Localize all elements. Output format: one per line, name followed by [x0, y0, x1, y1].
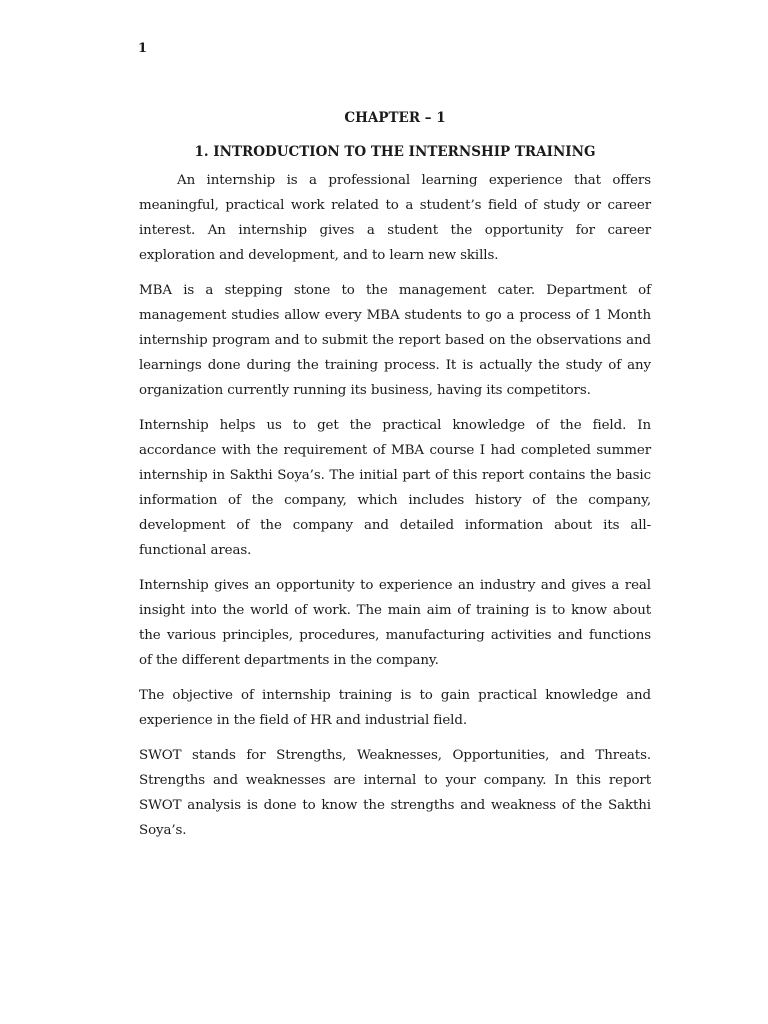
paragraph-practical-knowledge: Internship helps us to get the practical knowledge of the field. In accordance with the requirement of MBA course I had completed summer internship in Sakthi Soya’s. The initial part of this report contains the basic information of the company, which includes history of the company, development of the company and detailed information about its all-functional areas.: [139, 418, 651, 558]
paragraph-internship-definition: An internship is a professional learning experience that offers meaningful, practical work related to a student’s field of study or career interest. An internship gives a student the opportunity for career exploration and development, and to learn new skills.: [139, 173, 651, 263]
paragraph-objective: The objective of internship training is to gain practical knowledge and experience in the field of HR and industrial field.: [139, 688, 651, 728]
document-body: [139, 106, 651, 853]
chapter-heading: CHAPTER – 1: [344, 110, 446, 126]
paragraph-industry-insight: Internship gives an opportunity to experience an industry and gives a real insight into the world of work. The main aim of training is to know about the various principles, procedures, manufacturing activities and functions of the different departments in the company.: [139, 578, 651, 668]
paragraph-swot: SWOT stands for Strengths, Weaknesses, Opportunities, and Threats. Strengths and weaknesses are internal to your company. In this report SWOT analysis is done to know the strengths and weakness of the Sakthi Soya’s.: [139, 748, 651, 838]
page-number: 1: [138, 41, 148, 56]
paragraph-mba-program: MBA is a stepping stone to the management cater. Department of management studies allow every MBA students to go a process of 1 Month internship program and to submit the report based on the observations and learnings done during the training process. It is actually the study of any organization currently running its business, having its competitors.: [139, 283, 651, 398]
section-title: 1. INTRODUCTION TO THE INTERNSHIP TRAINING: [194, 144, 596, 160]
